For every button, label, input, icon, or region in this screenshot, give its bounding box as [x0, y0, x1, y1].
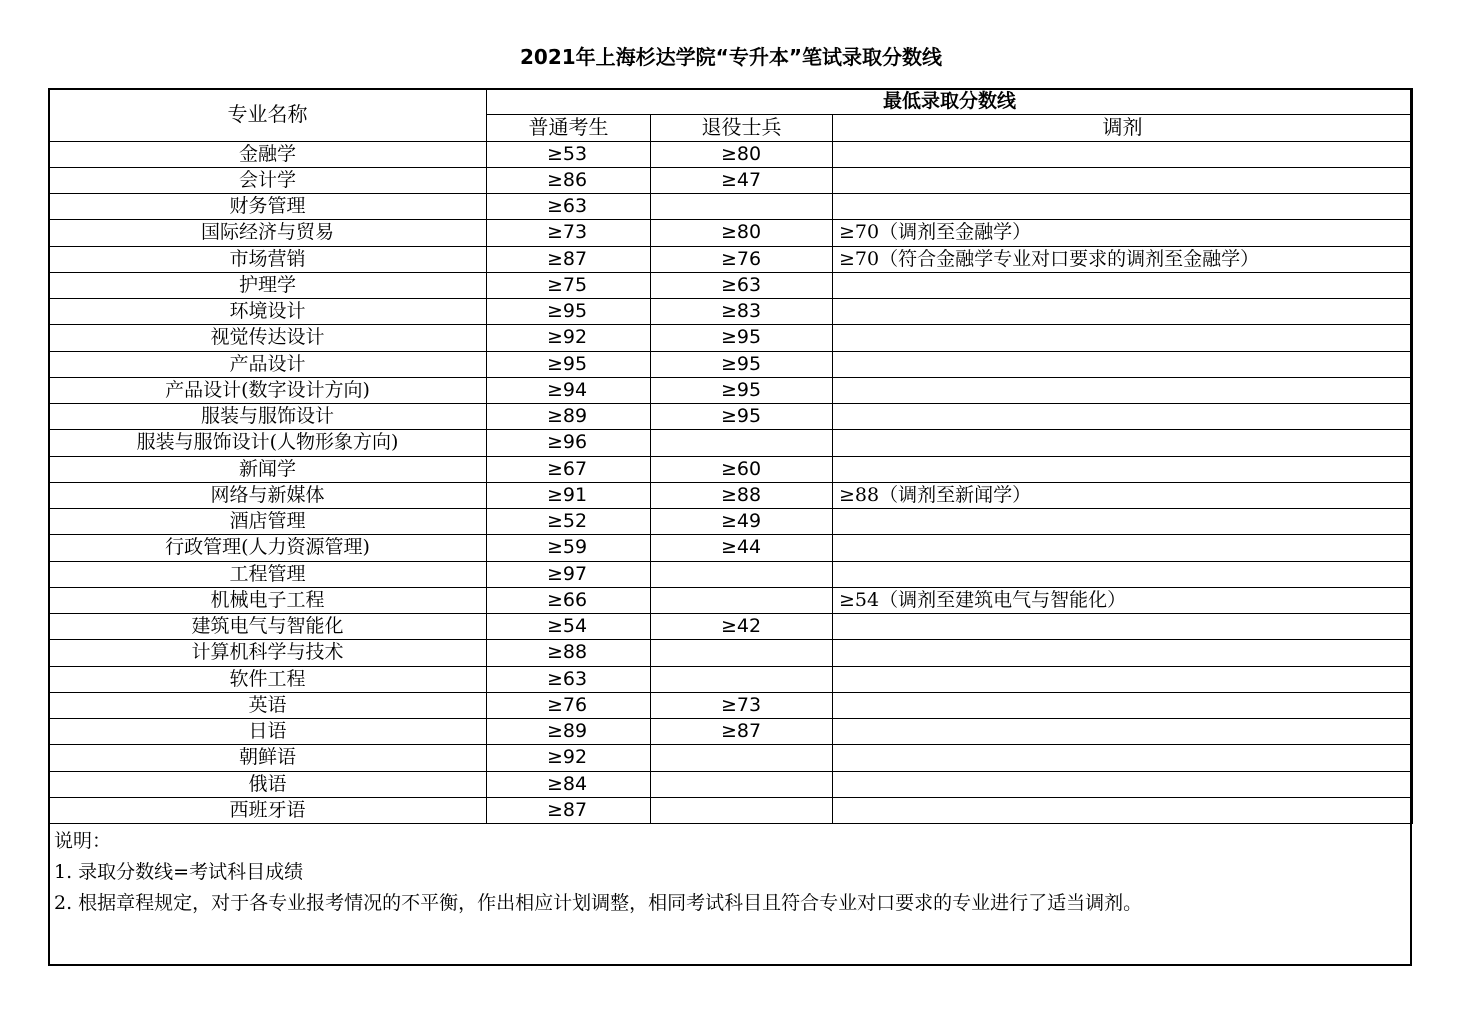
table-row [49, 220, 1413, 246]
table-row [49, 404, 1413, 430]
adjust-cell [833, 377, 1413, 403]
adjust-cell: ≥70（符合金融学专业对口要求的调剂至金融学） [833, 246, 1413, 272]
major-cell: 行政管理(人力资源管理) [49, 535, 487, 561]
table-row [49, 692, 1413, 718]
regular-score-cell: ≥76 [487, 692, 651, 718]
regular-score-cell: ≥84 [487, 771, 651, 797]
regular-score-cell: ≥63 [487, 666, 651, 692]
veteran-score-cell [651, 561, 833, 587]
major-cell: 计算机科学与技术 [49, 640, 487, 666]
regular-score-cell: ≥95 [487, 299, 651, 325]
regular-score-cell: ≥59 [487, 535, 651, 561]
adjust-cell [833, 614, 1413, 640]
veteran-score-cell: ≥95 [651, 404, 833, 430]
major-cell: 建筑电气与智能化 [49, 614, 487, 640]
veteran-score-cell: ≥76 [651, 246, 833, 272]
adjust-header: 调剂 [833, 115, 1413, 141]
regular-score-cell: ≥91 [487, 482, 651, 508]
regular-score-cell: ≥63 [487, 194, 651, 220]
regular-score-cell: ≥92 [487, 745, 651, 771]
veteran-header: 退役士兵 [651, 115, 833, 141]
table-row [49, 719, 1413, 745]
table-row [49, 167, 1413, 193]
notes [54, 826, 1408, 919]
adjust-cell [833, 299, 1413, 325]
veteran-score-cell: ≥95 [651, 325, 833, 351]
major-cell: 服装与服饰设计 [49, 404, 487, 430]
table-row [49, 745, 1413, 771]
major-cell: 新闻学 [49, 456, 487, 482]
major-cell: 工程管理 [49, 561, 487, 587]
score-table [48, 88, 1413, 824]
major-cell: 财务管理 [49, 194, 487, 220]
table-row [49, 194, 1413, 220]
major-cell: 英语 [49, 692, 487, 718]
veteran-score-cell: ≥44 [651, 535, 833, 561]
major-cell: 国际经济与贸易 [49, 220, 487, 246]
table-row [49, 325, 1413, 351]
veteran-score-cell: ≥95 [651, 351, 833, 377]
adjust-cell [833, 141, 1413, 167]
regular-score-cell: ≥94 [487, 377, 651, 403]
major-cell: 日语 [49, 719, 487, 745]
veteran-score-cell: ≥63 [651, 272, 833, 298]
regular-score-cell: ≥52 [487, 509, 651, 535]
adjust-cell [833, 194, 1413, 220]
major-cell: 软件工程 [49, 666, 487, 692]
major-cell: 机械电子工程 [49, 587, 487, 613]
table-row [49, 246, 1413, 272]
veteran-score-cell: ≥80 [651, 220, 833, 246]
table-row [49, 482, 1413, 508]
adjust-cell [833, 692, 1413, 718]
major-cell: 金融学 [49, 141, 487, 167]
veteran-score-cell: ≥88 [651, 482, 833, 508]
note-item: 2. 根据章程规定，对于各专业报考情况的不平衡，作出相应计划调整，相同考试科目且符合专业对口要求的专业进行了适当调剂。 [54, 892, 1143, 914]
veteran-score-cell [651, 430, 833, 456]
veteran-score-cell: ≥47 [651, 167, 833, 193]
table-row [49, 614, 1413, 640]
adjust-cell [833, 404, 1413, 430]
regular-score-cell: ≥87 [487, 797, 651, 823]
regular-score-cell: ≥87 [487, 246, 651, 272]
major-header: 专业名称 [49, 89, 487, 142]
veteran-score-cell [651, 666, 833, 692]
adjust-cell [833, 640, 1413, 666]
table-row [49, 561, 1413, 587]
table-row [49, 587, 1413, 613]
veteran-score-cell: ≥49 [651, 509, 833, 535]
regular-score-cell: ≥95 [487, 351, 651, 377]
adjust-cell: ≥54（调剂至建筑电气与智能化） [833, 587, 1413, 613]
veteran-score-cell [651, 797, 833, 823]
regular-score-cell: ≥86 [487, 167, 651, 193]
veteran-score-cell: ≥95 [651, 377, 833, 403]
regular-score-cell: ≥89 [487, 404, 651, 430]
veteran-score-cell: ≥73 [651, 692, 833, 718]
notes-heading: 说明： [54, 830, 112, 852]
regular-score-cell: ≥66 [487, 587, 651, 613]
major-cell: 服装与服饰设计(人物形象方向) [49, 430, 487, 456]
adjust-cell [833, 719, 1413, 745]
adjust-cell [833, 745, 1413, 771]
table-row [49, 299, 1413, 325]
table-row [49, 797, 1413, 823]
regular-score-cell: ≥53 [487, 141, 651, 167]
veteran-score-cell: ≥60 [651, 456, 833, 482]
veteran-score-cell [651, 640, 833, 666]
major-cell: 市场营销 [49, 246, 487, 272]
note-item: 1. 录取分数线=考试科目成绩 [54, 861, 304, 883]
regular-score-cell: ≥92 [487, 325, 651, 351]
adjust-cell [833, 561, 1413, 587]
major-cell: 酒店管理 [49, 509, 487, 535]
adjust-cell [833, 535, 1413, 561]
adjust-cell: ≥70（调剂至金融学） [833, 220, 1413, 246]
major-cell: 朝鲜语 [49, 745, 487, 771]
regular-score-cell: ≥75 [487, 272, 651, 298]
table-row [49, 535, 1413, 561]
table-row [49, 272, 1413, 298]
regular-score-cell: ≥89 [487, 719, 651, 745]
table-row [49, 377, 1413, 403]
table-row [49, 141, 1413, 167]
regular-score-cell: ≥54 [487, 614, 651, 640]
major-cell: 护理学 [49, 272, 487, 298]
adjust-cell [833, 456, 1413, 482]
veteran-score-cell [651, 745, 833, 771]
regular-score-cell: ≥97 [487, 561, 651, 587]
major-cell: 视觉传达设计 [49, 325, 487, 351]
page-title: 2021年上海杉达学院“专升本”笔试录取分数线 [520, 45, 942, 69]
adjust-cell: ≥88（调剂至新闻学） [833, 482, 1413, 508]
adjust-cell [833, 272, 1413, 298]
regular-score-cell: ≥96 [487, 430, 651, 456]
major-cell: 产品设计 [49, 351, 487, 377]
veteran-score-cell [651, 587, 833, 613]
major-cell: 产品设计(数字设计方向) [49, 377, 487, 403]
table-row [49, 456, 1413, 482]
adjust-cell [833, 351, 1413, 377]
table-row [49, 351, 1413, 377]
major-cell: 网络与新媒体 [49, 482, 487, 508]
adjust-cell [833, 325, 1413, 351]
table-row [49, 430, 1413, 456]
veteran-score-cell: ≥80 [651, 141, 833, 167]
table-row [49, 771, 1413, 797]
veteran-score-cell: ≥42 [651, 614, 833, 640]
adjust-cell [833, 666, 1413, 692]
veteran-score-cell [651, 194, 833, 220]
major-cell: 环境设计 [49, 299, 487, 325]
regular-header: 普通考生 [487, 115, 651, 141]
veteran-score-cell: ≥83 [651, 299, 833, 325]
adjust-cell [833, 430, 1413, 456]
adjust-cell [833, 509, 1413, 535]
major-cell: 俄语 [49, 771, 487, 797]
veteran-score-cell [651, 771, 833, 797]
table-row [49, 640, 1413, 666]
regular-score-cell: ≥73 [487, 220, 651, 246]
major-cell: 西班牙语 [49, 797, 487, 823]
adjust-cell [833, 771, 1413, 797]
header-row-1 [49, 89, 1413, 115]
table-row [49, 509, 1413, 535]
major-cell: 会计学 [49, 167, 487, 193]
adjust-cell [833, 797, 1413, 823]
adjust-cell [833, 167, 1413, 193]
regular-score-cell: ≥67 [487, 456, 651, 482]
table-row [49, 666, 1413, 692]
veteran-score-cell: ≥87 [651, 719, 833, 745]
min-score-header: 最低录取分数线 [487, 89, 1413, 115]
regular-score-cell: ≥88 [487, 640, 651, 666]
